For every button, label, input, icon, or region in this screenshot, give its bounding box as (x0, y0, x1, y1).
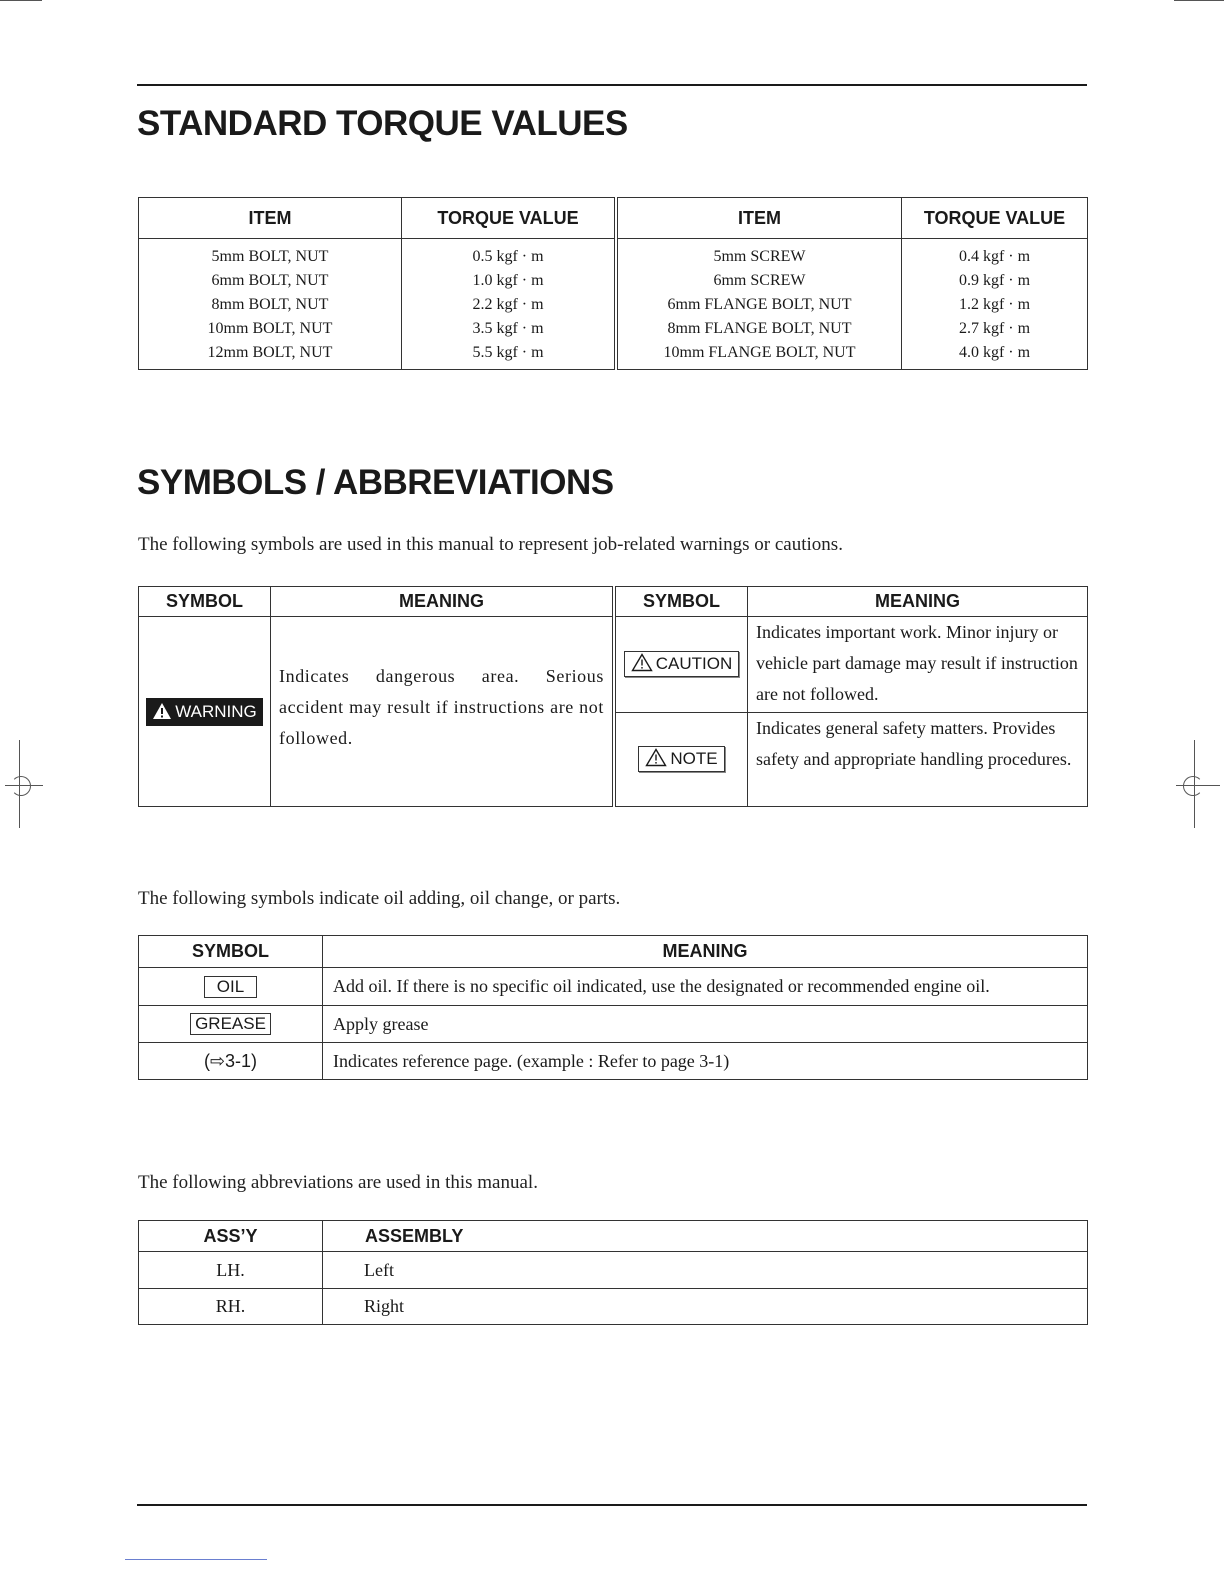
symbols-section-title: SYMBOLS / ABBREVIATIONS (137, 463, 614, 502)
list-item: 6mm BOLT, NUT (211, 272, 329, 289)
reference-meaning-cell: Indicates reference page. (example : Refer to page 3-1) (323, 1043, 1088, 1080)
torque-header-value-left: TORQUE VALUE (402, 198, 617, 239)
list-item: 8mm FLANGE BOLT, NUT (667, 320, 852, 337)
grease-symbol-cell (139, 1006, 323, 1043)
list-item: 4.0 kgf · m (958, 344, 1031, 361)
abbr-header-full: ASSEMBLY (323, 1221, 1088, 1252)
warnings-header-meaning-right: MEANING (748, 587, 1088, 617)
list-item: 0.4 kgf · m (958, 248, 1031, 265)
footer-link-underline (125, 1559, 267, 1560)
list-item: 1.2 kgf · m (958, 296, 1031, 313)
abbr-header-abbr: ASS’Y (139, 1221, 323, 1252)
caution-symbol-cell (614, 617, 748, 712)
list-item: 8mm BOLT, NUT (211, 296, 329, 313)
caution-badge (624, 651, 740, 677)
oil-header-meaning: MEANING (323, 936, 1088, 968)
list-item: 5mm SCREW (713, 248, 806, 265)
registration-circle-left (11, 776, 31, 796)
warnings-header-symbol-right: SYMBOL (614, 587, 748, 617)
crop-mark-top-left (0, 0, 42, 1)
list-item: 5.5 kgf · m (472, 344, 544, 361)
note-meaning-cell (748, 712, 1088, 806)
table-row (139, 1289, 1088, 1325)
list-item: 3.5 kgf · m (472, 320, 544, 337)
warning-meaning-text: Indicates dangerous area. Serious accident may result if instructions are not followed. (279, 666, 604, 749)
warnings-header-symbol-left: SYMBOL (139, 587, 271, 617)
list-item: 6mm SCREW (713, 272, 806, 289)
oil-intro-text: The following symbols indicate oil adding, oil change, or parts. (138, 888, 621, 909)
list-item: 2.2 kgf · m (472, 296, 544, 313)
abbreviations-table (138, 1220, 1088, 1325)
warning-symbol-cell (139, 617, 271, 807)
registration-circle-right (1183, 776, 1203, 796)
caution-badge-label: CAUTION (655, 654, 733, 674)
grease-meaning-cell: Apply grease (323, 1006, 1088, 1043)
oil-meaning-cell: Add oil. If there is no specific oil indicated, use the designated or recommended engine oil. (323, 968, 1088, 1006)
oil-header-symbol: SYMBOL (139, 936, 323, 968)
list-item: 5mm BOLT, NUT (211, 248, 329, 265)
torque-table (138, 197, 1088, 370)
grease-badge: GREASE (190, 1013, 271, 1035)
torque-header-value-right: TORQUE VALUE (902, 198, 1088, 239)
warning-badge (146, 698, 263, 726)
note-badge (638, 746, 724, 772)
bottom-rule (137, 1504, 1087, 1506)
torque-values-right (902, 239, 1088, 370)
list-item: 10mm FLANGE BOLT, NUT (663, 344, 856, 361)
caution-triangle-icon (631, 653, 653, 672)
abbr-full-cell: Right (323, 1289, 1088, 1325)
table-row (139, 968, 1088, 1006)
list-item: 10mm BOLT, NUT (207, 320, 333, 337)
list-item: 2.7 kgf · m (958, 320, 1031, 337)
caution-meaning-text: Indicates important work. Minor injury or vehicle part damage may result if instruction are not followed. (756, 622, 1078, 705)
list-item: 6mm FLANGE BOLT, NUT (667, 296, 852, 313)
warnings-header-meaning-left: MEANING (271, 587, 615, 617)
crop-mark-top-right (1174, 0, 1224, 1)
list-item: 0.9 kgf · m (958, 272, 1031, 289)
table-row (139, 1252, 1088, 1289)
abbr-full-cell: Left (323, 1252, 1088, 1289)
list-item: 1.0 kgf · m (472, 272, 544, 289)
top-rule (137, 84, 1087, 86)
note-meaning-text: Indicates general safety matters. Provides safety and appropriate handling procedures. (756, 717, 1072, 769)
note-triangle-icon (645, 748, 667, 767)
warning-badge-label: WARNING (175, 701, 257, 721)
oil-symbols-table (138, 935, 1088, 1080)
torque-values-left (402, 239, 617, 370)
warnings-table (138, 586, 1088, 807)
abbr-cell: RH. (139, 1289, 323, 1325)
oil-symbol-cell (139, 968, 323, 1006)
abbreviations-intro-text: The following abbreviations are used in this manual. (138, 1172, 538, 1193)
torque-items-left (139, 239, 402, 370)
torque-section-title: STANDARD TORQUE VALUES (137, 104, 628, 143)
note-badge-label: NOTE (670, 749, 718, 769)
warnings-intro-text: The following symbols are used in this manual to represent job-related warnings or cautions. (138, 534, 843, 555)
warning-meaning-cell (271, 617, 615, 807)
torque-header-item-right: ITEM (616, 198, 902, 239)
torque-header-item-left: ITEM (139, 198, 402, 239)
caution-meaning-cell (748, 617, 1088, 712)
oil-badge: OIL (204, 976, 257, 998)
warning-triangle-icon (152, 702, 172, 720)
list-item: 12mm BOLT, NUT (207, 344, 333, 361)
note-symbol-cell (614, 712, 748, 806)
table-row (139, 1043, 1088, 1080)
list-item: 0.5 kgf · m (472, 248, 544, 265)
abbr-cell: LH. (139, 1252, 323, 1289)
reference-symbol-cell: (⇨3-1) (139, 1043, 323, 1080)
table-row (139, 1006, 1088, 1043)
torque-items-right (616, 239, 902, 370)
